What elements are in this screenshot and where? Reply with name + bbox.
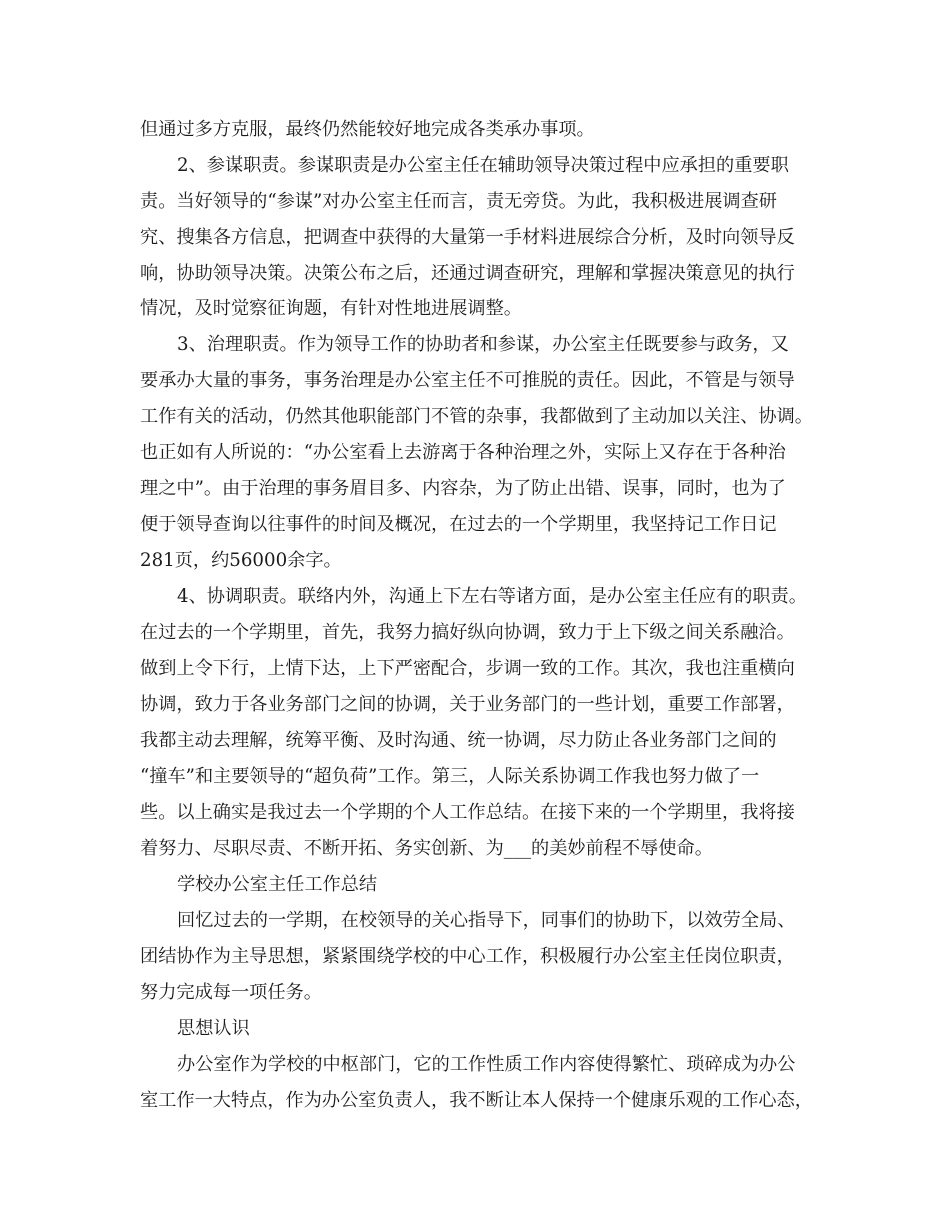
text-line: 究、搜集各方信息，把调查中获得的大量第一手材料进展综合分析，及时向领导反 xyxy=(140,227,795,248)
section-heading: 学校办公室主任工作总结 xyxy=(177,874,378,895)
text-line: 但通过多方克服，最终仍然能较好地完成各类承办事项。 xyxy=(140,119,595,140)
text-line: 努力完成每一项任务。 xyxy=(140,982,322,1003)
text-line: 3、治理职责。作为领导工作的协助者和参谋，办公室主任既要参与政务，又 xyxy=(177,334,789,355)
text-line: 些。以上确实是我过去一个学期的个人工作总结。在接下来的一个学期里，我将接 xyxy=(140,802,795,823)
text-line: 办公室作为学校的中枢部门，它的工作性质工作内容使得繁忙、琐碎成为办公 xyxy=(177,1054,796,1075)
section-heading: 思想认识 xyxy=(177,1018,250,1039)
text-line: 室工作一大特点，作为办公室负责人，我不断让本人保持一个健康乐观的工作心态， xyxy=(140,1090,813,1111)
text-line: 团结协作为主导思想，紧紧围绕学校的中心工作，积极履行办公室主任岗位职责， xyxy=(140,946,795,967)
text-line: 281页，约56000余字。 xyxy=(140,550,342,571)
text-line: 响，协助领导决策。决策公布之后，还通过调查研究，理解和掌握决策意见的执行 xyxy=(140,263,795,284)
text-line: 4、协调职责。联络内外，沟通上下左右等诸方面，是办公室主任应有的职责。 xyxy=(177,586,807,607)
text-line: 着努力、尽职尽责、不断开拓、务实创新、为___的美妙前程不辱使命。 xyxy=(140,838,713,859)
text-line: “撞车”和主要领导的“超负荷”工作。第三，人际关系协调工作我也努力做了一 xyxy=(140,766,760,787)
text-line: 要承办大量的事务，事务治理是办公室主任不可推脱的责任。因此，不管是与领导 xyxy=(140,370,795,391)
text-line: 工作有关的活动，仍然其他职能部门不管的杂事，我都做到了主动加以关注、协调。 xyxy=(140,406,813,427)
text-line: 我都主动去理解，统筹平衡、及时沟通、统一协调，尽力防止各业务部门之间的 xyxy=(140,730,777,751)
text-line: 理之中”。由于治理的事务眉目多、内容杂，为了防止出错、误事，同时，也为了 xyxy=(140,478,786,499)
text-line: 在过去的一个学期里，首先，我努力搞好纵向协调，致力于上下级之间关系融洽。 xyxy=(140,622,795,643)
text-line: 责。当好领导的“参谋”对办公室主任而言，责无旁贷。为此，我积极进展调查研 xyxy=(140,191,777,212)
text-line: 也正如有人所说的：“办公室看上去游离于各种治理之外，实际上又存在于各种治 xyxy=(140,442,786,463)
text-line: 协调，致力于各业务部门之间的协调，关于业务部门的一些计划，重要工作部署， xyxy=(140,694,795,715)
text-line: 回忆过去的一学期，在校领导的关心指导下，同事们的协助下，以效劳全局、 xyxy=(177,910,796,931)
text-line: 情况，及时觉察征询题，有针对性地进展调整。 xyxy=(140,298,522,319)
text-line: 2、参谋职责。参谋职责是办公室主任在辅助领导决策过程中应承担的重要职 xyxy=(177,155,789,176)
text-line: 便于领导查询以往事件的时间及概况，在过去的一个学期里，我坚持记工作日记 xyxy=(140,514,777,535)
text-line: 做到上令下行，上情下达，上下严密配合，步调一致的工作。其次，我也注重横向 xyxy=(140,658,795,679)
